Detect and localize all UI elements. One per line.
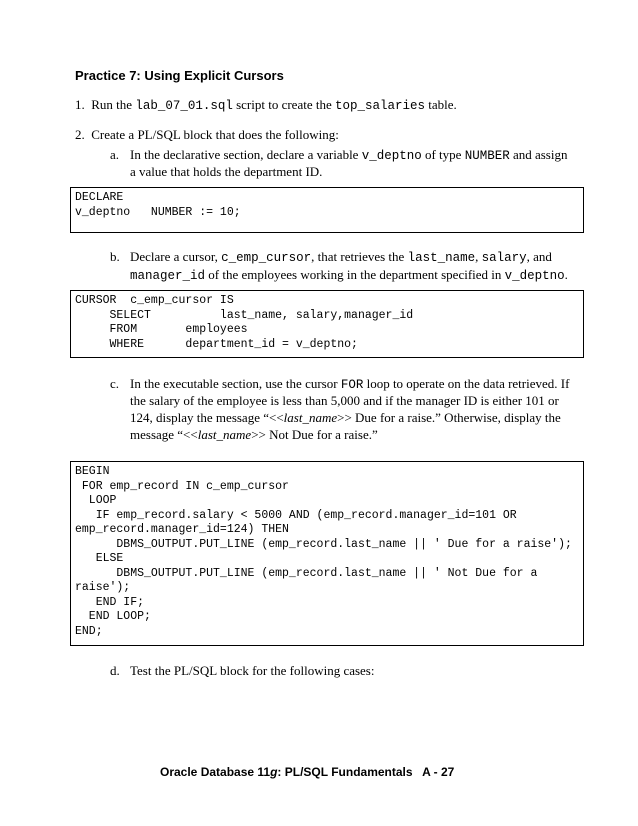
code-line: FOR emp_record IN c_emp_cursor	[75, 479, 289, 493]
code-line: LOOP	[75, 494, 117, 507]
substep-c-line4	[130, 426, 378, 443]
text: , and	[526, 249, 552, 264]
code-inline: lab_07_01.sql	[135, 99, 233, 113]
substep-c-line2: the salary of the employee is less than 5,000 and if the manager ID is either 101 or	[130, 393, 559, 408]
text: >> Due for a raise.” Otherwise, display the	[337, 410, 561, 425]
code-inline: top_salaries	[335, 99, 426, 113]
code-inline: salary	[481, 251, 527, 265]
code-line: WHERE department_id = v_deptno;	[75, 337, 358, 351]
code-line: END LOOP;	[75, 610, 151, 623]
substep-b-marker: b.	[110, 249, 120, 264]
text: of type	[421, 147, 465, 162]
text-italic: last_name	[283, 410, 338, 425]
code-line: DECLARE	[75, 191, 124, 204]
code-inline: manager_id	[130, 269, 206, 283]
code-block-begin	[70, 461, 584, 646]
code-line: ELSE	[75, 552, 124, 565]
code-inline: FOR	[340, 378, 364, 392]
text-italic: last_name	[197, 427, 252, 442]
substep-c-line3	[130, 409, 561, 426]
text: In the declarative section, declare a variable	[130, 147, 362, 162]
step-2	[75, 126, 339, 143]
page-title: Practice 7: Using Explicit Cursors	[75, 68, 284, 83]
step-text: script to create the	[232, 97, 335, 112]
text: 124, display the message “<<	[130, 410, 284, 425]
code-line: raise');	[75, 581, 131, 594]
substep-c-marker: c.	[110, 376, 120, 391]
code-inline: c_emp_cursor	[221, 251, 312, 265]
code-line: BEGIN	[75, 465, 110, 478]
text: , that retrieves the	[311, 249, 408, 264]
code-block-declare	[70, 187, 584, 233]
code-line: v_deptno NUMBER := 10;	[75, 205, 241, 219]
step-number: 1.	[75, 97, 85, 112]
substep-b-line1	[130, 248, 552, 267]
step-number: 2.	[75, 127, 85, 142]
substep-a-line2: a value that holds the department ID.	[130, 164, 323, 179]
text: and assign	[509, 147, 568, 162]
step-text: table.	[425, 97, 457, 112]
code-inline: last_name	[407, 251, 476, 265]
code-line: SELECT last_name, salary,manager_id	[75, 308, 414, 322]
substep-a-marker: a.	[110, 147, 120, 162]
step-1	[75, 96, 457, 115]
text: loop to operate on the data retrieved. If	[363, 376, 570, 391]
code-line: emp_record.manager_id=124) THEN	[75, 523, 289, 536]
footer-text-italic: g	[270, 765, 278, 779]
text: message “<<	[130, 427, 198, 442]
text: >> Not Due for a raise.”	[251, 427, 378, 442]
text: In the executable section, use the cursor	[130, 376, 341, 391]
substep-d-marker: d.	[110, 663, 120, 678]
text: of the employees working in the department specified in	[205, 267, 505, 282]
code-inline: v_deptno	[361, 149, 422, 163]
substep-b-line2	[130, 266, 568, 285]
code-line: DBMS_OUTPUT.PUT_LINE (emp_record.last_name || ' Not Due for a	[75, 566, 538, 580]
substep-d-text: Test the PL/SQL block for the following cases:	[130, 663, 375, 678]
code-line: IF emp_record.salary < 5000 AND (emp_record.manager_id=101 OR	[75, 508, 517, 522]
code-line: DBMS_OUTPUT.PUT_LINE (emp_record.last_name || ' Due for a raise');	[75, 537, 572, 551]
code-line: CURSOR c_emp_cursor IS	[75, 294, 234, 307]
page-footer	[160, 765, 454, 779]
code-inline: v_deptno	[504, 269, 565, 283]
footer-text: : PL/SQL Fundamentals A - 27	[277, 765, 455, 779]
code-line: END;	[75, 624, 103, 638]
code-block-cursor	[70, 290, 584, 358]
code-line: FROM employees	[75, 323, 248, 336]
text: ,	[475, 249, 482, 264]
code-inline: NUMBER	[464, 149, 510, 163]
text: .	[564, 267, 568, 282]
step-text: Run the	[91, 97, 136, 112]
text: Declare a cursor,	[130, 249, 222, 264]
code-line: END IF;	[75, 595, 145, 609]
footer-text: Oracle Database 11	[160, 765, 271, 779]
step-text: Create a PL/SQL block that does the following:	[91, 127, 339, 142]
